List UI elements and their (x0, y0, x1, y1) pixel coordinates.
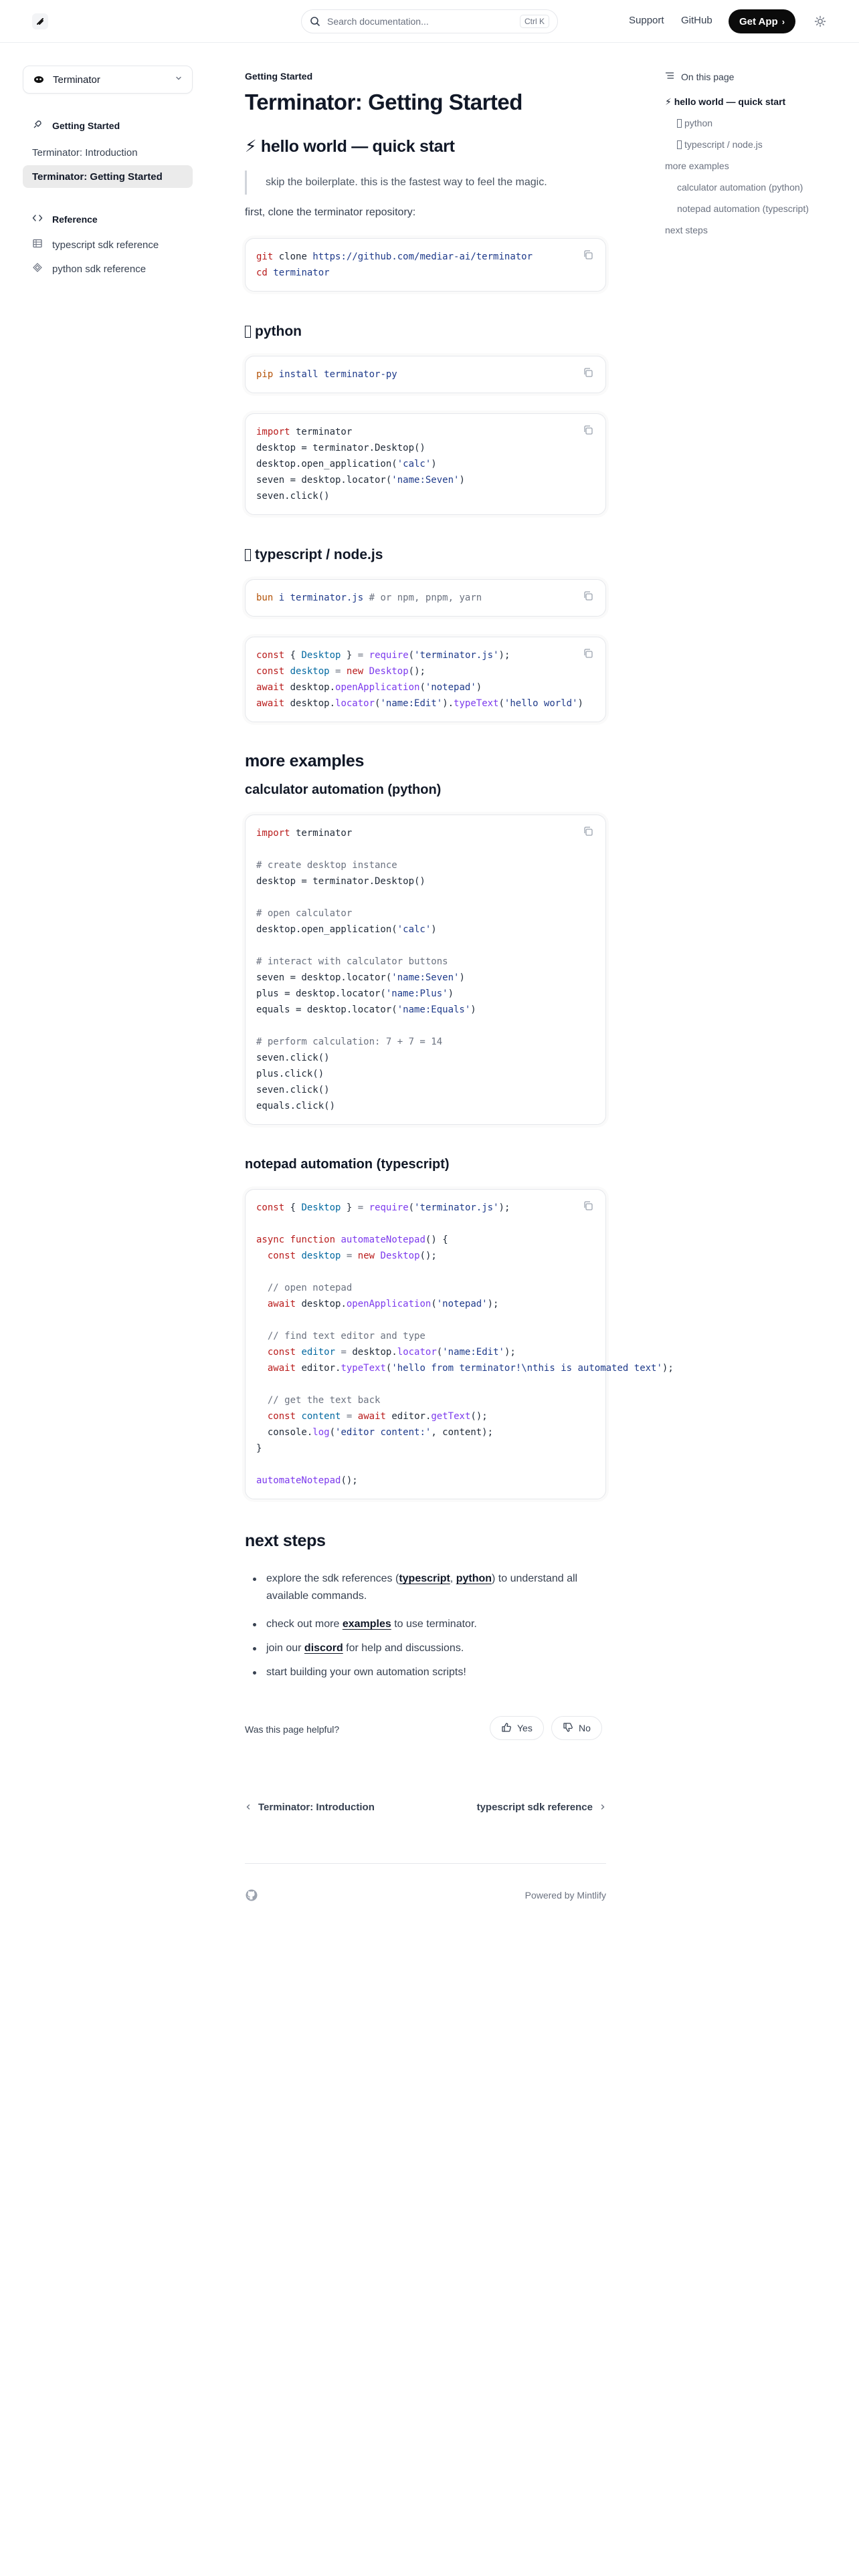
terminator-logo-icon[interactable] (32, 13, 48, 29)
code-line: // open notepad (267, 1283, 353, 1293)
list-item (245, 1640, 606, 1657)
list-item-text: to use terminator. (391, 1618, 477, 1630)
heading-calculator: calculator automation (python) (245, 782, 442, 797)
code-block-clone (245, 238, 606, 292)
examples-link[interactable]: examples (342, 1618, 391, 1630)
missing-glyph-icon (245, 549, 251, 561)
copy-icon[interactable] (583, 826, 593, 837)
toc-title-label: On this page (681, 71, 735, 82)
code-line: import terminator (256, 828, 353, 839)
code-block-ts-hello (245, 637, 606, 722)
code-icon (32, 213, 43, 225)
support-link[interactable]: Support (629, 15, 664, 26)
chevron-down-icon (175, 74, 183, 86)
code-line: desktop.open_application('calc') (256, 459, 437, 469)
code-block-calculator (245, 815, 606, 1125)
code-line: } (256, 1443, 262, 1454)
product-selector[interactable] (23, 66, 193, 94)
heading-python-label: python (255, 324, 302, 339)
code-block-notepad (245, 1189, 674, 1499)
terminator-product-icon (33, 74, 45, 86)
list-item-text: , (450, 1573, 456, 1584)
callout-quote (245, 171, 606, 195)
list-item (245, 1570, 606, 1605)
code-line: await desktop.openApplication('notepad'); (267, 1299, 499, 1309)
missing-glyph-icon (245, 326, 251, 338)
code-line: await desktop.locator('name:Edit').typeText('hello world') (256, 698, 583, 709)
thumbs-down-icon (563, 1722, 573, 1735)
heading-next-steps: next steps (245, 1531, 326, 1550)
toc-item-python[interactable] (677, 118, 712, 128)
toc-title (665, 71, 734, 82)
sidebar-group-label: Reference (52, 213, 98, 225)
next-page-label: typescript sdk reference (476, 1802, 593, 1813)
list-item-text: explore the sdk references ( (266, 1573, 399, 1584)
sidebar-item-label: typescript sdk reference (52, 239, 159, 251)
feedback-yes-button[interactable] (490, 1716, 544, 1740)
code-line: git clone https://github.com/mediar-ai/terminator (256, 251, 533, 262)
sidebar-item-label: Terminator: Introduction (32, 146, 138, 158)
list-item-text: join our (266, 1642, 304, 1654)
footer-divider (245, 1863, 606, 1864)
previous-page-link[interactable] (245, 1802, 375, 1813)
code-line: async function automateNotepad() { (256, 1235, 448, 1245)
chevron-left-icon (245, 1802, 252, 1813)
heading-notepad: notepad automation (typescript) (245, 1157, 450, 1172)
code-line (256, 841, 595, 857)
code-line: # perform calculation: 7 + 7 = 14 (256, 1037, 443, 1047)
sidebar-group-reference (32, 213, 98, 225)
code-line: const { Desktop } = require('terminator.js'); (256, 1202, 510, 1213)
code-line: // find text editor and type (267, 1331, 425, 1341)
code-line: const content = await editor.getText(); (267, 1411, 488, 1422)
sidebar-group-getting-started (32, 119, 120, 132)
thumbs-up-icon (501, 1722, 512, 1735)
toc-item-more-examples[interactable]: more examples (665, 160, 729, 171)
code-line: seven.click() (256, 1085, 330, 1095)
list-item-text: available commands. (266, 1590, 367, 1602)
code-line (256, 1457, 595, 1473)
copy-icon[interactable] (583, 367, 593, 378)
sidebar-item-introduction[interactable] (23, 141, 193, 164)
search-icon (310, 16, 320, 27)
list-item-text: ) to understand all (492, 1573, 578, 1584)
chevron-right-icon (599, 1802, 606, 1813)
list-icon (665, 71, 674, 82)
code-line: seven = desktop.locator('name:Seven') (256, 972, 465, 983)
list-item-text: for help and discussions. (343, 1642, 464, 1654)
code-line: plus = desktop.locator('name:Plus') (256, 988, 454, 999)
sidebar-group-label: Getting Started (52, 120, 120, 131)
top-bar (0, 0, 859, 43)
code-line: pip install terminator-py (256, 369, 397, 380)
sidebar-item-getting-started[interactable] (23, 165, 193, 188)
toc-item-label: python (684, 118, 713, 128)
search-shortcut: Ctrl K (520, 15, 549, 28)
code-line (256, 1216, 595, 1232)
code-line: # interact with calculator buttons (256, 956, 448, 967)
code-line (256, 1264, 595, 1280)
next-page-link[interactable] (477, 1802, 606, 1813)
list-item-text: check out more (266, 1618, 343, 1630)
clone-intro: first, clone the terminator repository: (245, 207, 416, 218)
toc-item-typescript[interactable] (677, 139, 763, 150)
code-line: # open calculator (256, 908, 353, 919)
github-link[interactable]: GitHub (681, 15, 712, 26)
feedback-no-button[interactable] (551, 1716, 602, 1740)
code-line: // get the text back (267, 1395, 381, 1406)
code-line: const desktop = new Desktop(); (256, 666, 425, 677)
heading-typescript (245, 547, 383, 563)
table-icon (32, 238, 43, 251)
product-selector-label: Terminator (53, 74, 100, 86)
code-block-pip (245, 356, 606, 393)
code-line: await desktop.openApplication('notepad') (256, 682, 482, 693)
rocket-icon (32, 119, 43, 132)
code-line (256, 1312, 595, 1328)
feedback-question: Was this page helpful? (245, 1724, 340, 1735)
toc-item-notepad[interactable]: notepad automation (typescript) (677, 203, 809, 214)
search-bar[interactable] (301, 9, 558, 33)
get-app-label: Get App (739, 15, 778, 27)
sun-icon[interactable] (812, 13, 828, 29)
sidebar-item-python-sdk[interactable] (32, 262, 146, 276)
list-item (245, 1616, 606, 1633)
code-line (256, 1018, 595, 1034)
code-line: automateNotepad(); (256, 1475, 358, 1486)
powered-by-text[interactable]: Powered by Mintlify (524, 1890, 606, 1901)
sidebar-item-typescript-sdk[interactable] (32, 238, 159, 251)
list-item (245, 1664, 606, 1681)
toc-item-hello-world[interactable]: ⚡ hello world — quick start (665, 96, 786, 107)
copy-icon[interactable] (583, 249, 593, 260)
code-line (256, 1376, 595, 1392)
heading-hello-world: ⚡ hello world — quick start (245, 137, 455, 156)
page-eyebrow: Getting Started (245, 71, 313, 82)
callout-text: skip the boilerplate. this is the fastest way to feel the magic. (266, 177, 547, 188)
github-icon[interactable] (245, 1889, 258, 1902)
feedback-no-label: No (579, 1723, 591, 1733)
list-item-text: start building your own automation scripts! (266, 1667, 466, 1678)
copy-icon[interactable] (583, 648, 593, 659)
code-line: plus.click() (256, 1069, 324, 1079)
search-placeholder: Search documentation... (327, 16, 429, 27)
missing-glyph-icon (677, 140, 682, 149)
missing-glyph-icon (677, 119, 682, 128)
code-line: # create desktop instance (256, 860, 397, 871)
toc-item-next-steps[interactable]: next steps (665, 225, 708, 235)
code-line: console.log('editor content:', content); (256, 1427, 494, 1438)
code-line: bun i terminator.js # or npm, pnpm, yarn (256, 593, 482, 603)
code-line: seven.click() (256, 491, 330, 502)
code-block-bun (245, 579, 606, 617)
code-line: equals = desktop.locator('name:Equals') (256, 1004, 476, 1015)
typescript-link[interactable]: typescript (399, 1573, 450, 1584)
sidebar-item-label: Terminator: Getting Started (32, 171, 163, 183)
code-line: const { Desktop } = require('terminator.js'); (256, 650, 510, 661)
code-line: equals.click() (256, 1101, 336, 1111)
code-line: const editor = desktop.locator('name:Edit'); (267, 1347, 516, 1358)
copy-icon[interactable] (583, 1200, 593, 1211)
code-line: cd terminator (256, 267, 330, 278)
code-line: desktop = terminator.Desktop() (256, 876, 425, 887)
heading-typescript-label: typescript / node.js (255, 547, 383, 562)
code-line (256, 889, 595, 905)
toc-item-calculator[interactable]: calculator automation (python) (677, 182, 803, 193)
sidebar-item-label: python sdk reference (52, 263, 147, 275)
copy-icon[interactable] (583, 591, 593, 601)
toc-item-label: typescript / node.js (684, 139, 763, 150)
python-link[interactable]: python (456, 1573, 492, 1584)
code-line: seven.click() (256, 1053, 330, 1063)
code-line (256, 938, 595, 954)
code-line: desktop = terminator.Desktop() (256, 443, 425, 453)
feedback-yes-label: Yes (517, 1723, 533, 1733)
code-line: import terminator (256, 427, 353, 437)
code-block-python-hello (245, 413, 606, 515)
copy-icon[interactable] (583, 425, 593, 435)
code-line: seven = desktop.locator('name:Seven') (256, 475, 465, 486)
heading-more-examples: more examples (245, 752, 365, 770)
code-line: await editor.typeText('hello from terminator!\nthis is automated text'); (267, 1363, 674, 1374)
previous-page-label: Terminator: Introduction (258, 1802, 375, 1813)
discord-link[interactable]: discord (304, 1642, 343, 1654)
page-title: Terminator: Getting Started (245, 90, 522, 114)
heading-python (245, 324, 302, 340)
get-app-button[interactable] (729, 9, 795, 33)
code-line: const desktop = new Desktop(); (267, 1251, 437, 1261)
code-line: desktop.open_application('calc') (256, 924, 437, 935)
chevron-right-icon: › (781, 16, 785, 27)
puzzle-icon (32, 262, 43, 276)
